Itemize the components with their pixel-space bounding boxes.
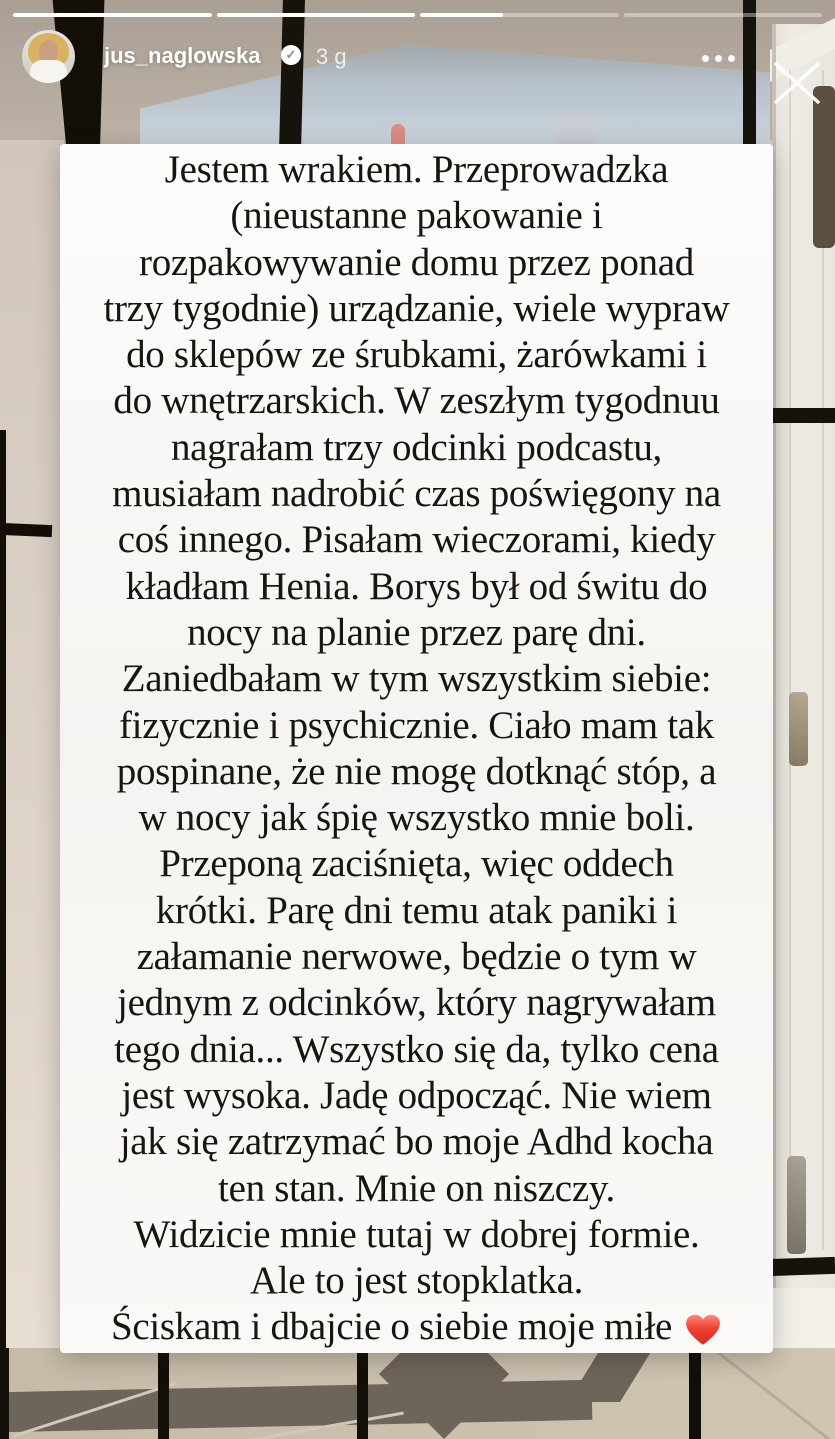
progress-segment (217, 13, 416, 17)
red-heart-emoji (684, 1313, 722, 1347)
dark-object-top-right (813, 86, 835, 248)
avatar-shirt (30, 60, 67, 83)
card-text-line: Zaniedbałam w tym wszystkim siebie: (121, 657, 712, 701)
card-text-line: Jestem wrakiem. Przeprowadzka (164, 148, 669, 191)
glass-frame-vertical-bar (0, 1348, 9, 1439)
door-molding-line (789, 70, 791, 1250)
card-text-line: tego dnia... Wszystko się da, tylko cena (114, 1027, 719, 1071)
card-text-line: Widzicie mnie tutaj w dobrej formie. (133, 1212, 700, 1256)
card-text-line: Ale to jest stopklatka. (249, 1259, 584, 1303)
card-text-line: Przeponą zaciśnięta, więc oddech (159, 842, 674, 886)
card-text-line: nocy na planie przez parę dni. (187, 610, 646, 654)
card-text-line: musiałam nadrobić czas poświęgony na (112, 472, 721, 516)
story-timestamp: 3 g (316, 44, 347, 69)
card-text-line: ten stan. Mnie on niszczy. (218, 1166, 615, 1210)
card-text-line: nagrałam trzy odcinki podcastu, (170, 425, 663, 469)
card-text-line: krótki. Parę dni temu atak paniki i (155, 888, 678, 932)
story-text-card (60, 144, 773, 1353)
card-text-line: fizycznie i psychicznie. Ciało mam tak (118, 703, 715, 747)
card-text-line: w nocy jak śpię wszystko mnie boli. (138, 796, 695, 840)
glass-frame-vertical-bar (357, 1348, 368, 1439)
card-text-line: załamanie nerwowe, będzie o tym w (136, 935, 697, 979)
glass-frame-vertical-bar (158, 1348, 169, 1439)
black-frame-sliver (0, 523, 52, 537)
door-baseboard (772, 1288, 835, 1350)
card-last-line-text: Ściskam i dbajcie o siebie moje miłe (110, 1305, 673, 1349)
card-text-line: rozpakowywanie domu przez ponad (139, 240, 694, 284)
progress-segment (420, 13, 619, 17)
door-hinge (789, 692, 808, 766)
black-frame-left-edge (0, 430, 6, 1439)
verified-check-icon: ✓ (281, 45, 301, 65)
card-text-line: jest wysoka. Jadę odpocząć. Nie wiem (121, 1073, 712, 1117)
card-text-line (60, 1304, 773, 1350)
glass-frame-vertical-bar (689, 1350, 701, 1439)
close-story-button[interactable] (769, 59, 825, 107)
card-text-line: pospinane, że nie mogę dotknąć stóp, a (116, 749, 717, 793)
more-options-button[interactable] (696, 44, 740, 72)
card-text-line: do wnętrzarskich. W zeszłym tygodnuu (113, 379, 720, 423)
card-text-line: trzy tygodnie) urządzanie, wiele wypraw (103, 286, 730, 330)
card-text-line: (nieustanne pakowanie i (230, 194, 603, 238)
background-left-wall (0, 140, 64, 1355)
card-text-line: do sklepów ze śrubkami, żarówkami i (126, 333, 707, 377)
story-progress-bar (0, 13, 835, 17)
card-text-line: jak się zatrzymać bo moje Adhd kocha (119, 1120, 714, 1164)
card-text-line: coś innego. Pisałam wieczorami, kiedy (117, 518, 716, 562)
three-dots-icon (702, 55, 709, 62)
progress-segment (624, 13, 823, 17)
glass-frame-horizontal-bar (768, 1257, 835, 1276)
progress-segment (13, 13, 212, 17)
story-header (0, 28, 835, 88)
glass-frame-horizontal-bar (768, 408, 835, 423)
avatar[interactable] (22, 30, 75, 83)
close-x-icon (771, 61, 823, 105)
door-hinge (787, 1156, 806, 1254)
card-text-line: jednym z odcinków, który nagrywałam (117, 981, 716, 1025)
username-link[interactable]: jus_naglowska (104, 43, 261, 68)
card-text-line: kładłam Henia. Borys był od świtu do (125, 564, 708, 608)
